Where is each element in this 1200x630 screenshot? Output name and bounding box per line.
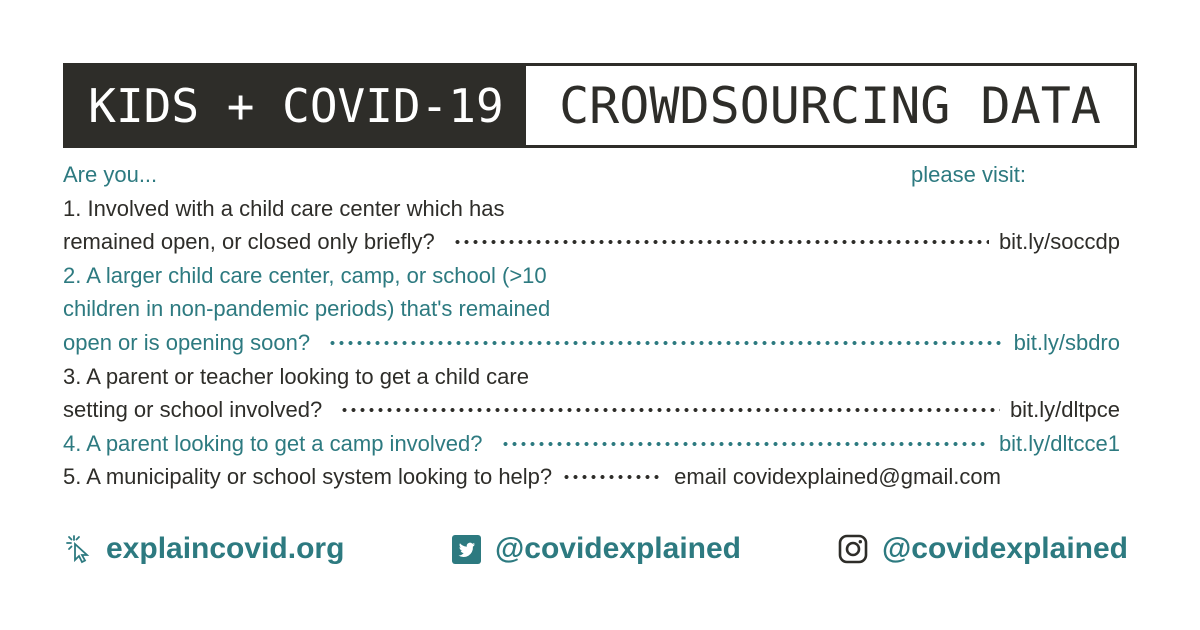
twitter-icon: [452, 535, 481, 564]
dot-leader: [453, 240, 989, 244]
item-3-text-2: setting or school involved?: [63, 397, 323, 422]
item-1-line-2: [63, 227, 1120, 257]
cursor-click-icon: [66, 534, 92, 564]
item-2-text-1: 2. A larger child care center, camp, or school (>10: [63, 263, 547, 288]
item-3-text-1: 3. A parent or teacher looking to get a child care: [63, 364, 529, 389]
banner-title-right: CROWDSOURCING DATA: [559, 76, 1101, 135]
footer-instagram[interactable]: [838, 528, 1128, 570]
item-5-text-1: 5. A municipality or school system looking to help?: [63, 464, 553, 489]
link-dltpce[interactable]: bit.ly/dltpce: [1009, 397, 1120, 422]
item-1-line-1: [63, 194, 1120, 224]
item-3-line-2: [63, 395, 1120, 425]
instagram-handle[interactable]: @covidexplained: [882, 532, 1128, 565]
item-2-line-3: [63, 328, 1120, 358]
item-2-line-1: [63, 261, 1120, 291]
title-banner: [63, 63, 1137, 148]
link-dltcce1[interactable]: bit.ly/dltcce1: [998, 431, 1120, 456]
twitter-handle[interactable]: @covidexplained: [495, 532, 741, 565]
instagram-icon: [838, 534, 868, 564]
item-2-line-2: [63, 294, 1120, 324]
item-4-text-1: 4. A parent looking to get a camp involved?: [63, 431, 483, 456]
footer-website[interactable]: [66, 528, 344, 570]
email-link[interactable]: email covidexplained@gmail.com: [674, 464, 1001, 489]
dot-leader: [328, 341, 1004, 345]
footer-twitter[interactable]: [452, 528, 741, 570]
dot-leader: [562, 475, 662, 479]
please-visit-label: please visit:: [911, 162, 1026, 187]
item-2-text-3: open or is opening soon?: [63, 330, 311, 355]
header-row: [63, 160, 1120, 190]
item-1-text-1: 1. Involved with a child care center which has: [63, 196, 505, 221]
are-you-label: Are you...: [63, 162, 158, 187]
item-1-text-2: remained open, or closed only briefly?: [63, 229, 435, 254]
item-3-line-1: [63, 362, 1120, 392]
link-soccdp[interactable]: bit.ly/soccdp: [998, 229, 1120, 254]
dot-leader: [501, 442, 989, 446]
item-4-line-1: [63, 429, 1120, 459]
item-5-line-1: [63, 462, 1122, 492]
banner-title-left: KIDS + COVID-19: [66, 66, 526, 145]
item-2-text-2: children in non-pandemic periods) that's remained: [63, 296, 551, 321]
dot-leader: [340, 408, 1000, 412]
website-link[interactable]: explaincovid.org: [106, 532, 345, 565]
link-sbdro[interactable]: bit.ly/sbdro: [1013, 330, 1120, 355]
